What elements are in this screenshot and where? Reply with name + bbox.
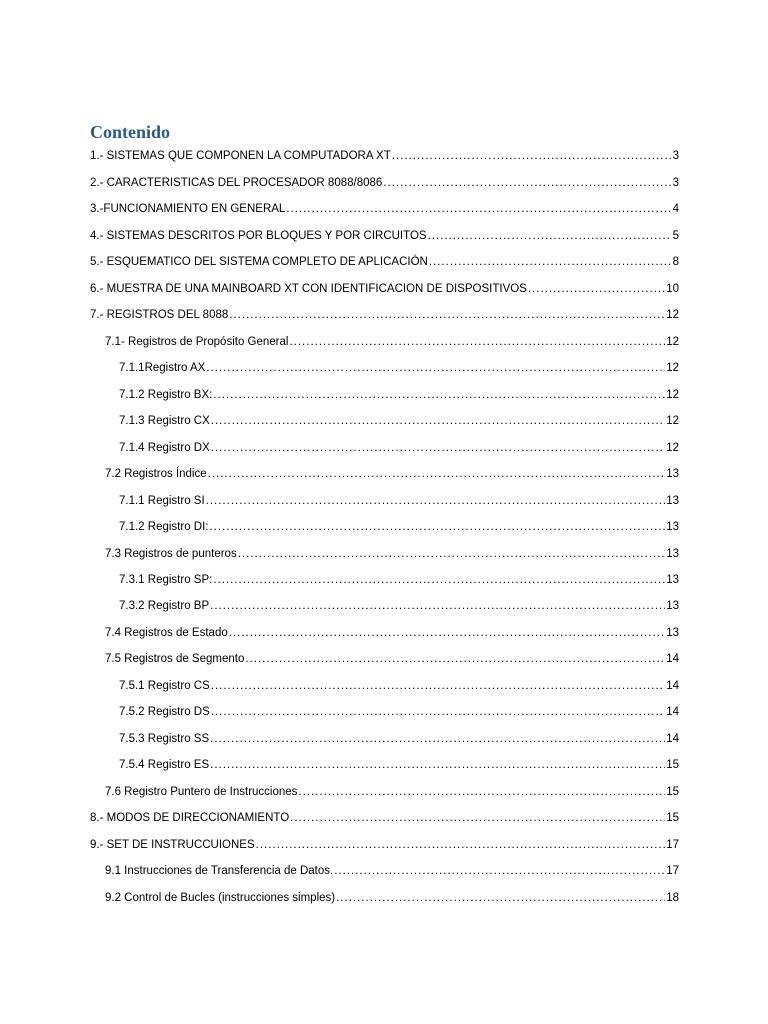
toc-dot-leader: [209, 517, 665, 537]
toc-dot-leader: [336, 888, 665, 908]
toc-dot-leader: [211, 676, 665, 696]
toc-entry-label: 7.1.2 Registro BX:: [119, 389, 213, 401]
toc-dot-leader: [206, 358, 665, 378]
toc-page-number: 14: [666, 680, 679, 692]
toc-page-number: 13: [666, 548, 679, 560]
toc-page-number: 12: [666, 442, 679, 454]
toc-entry[interactable]: [105, 544, 679, 564]
toc-dot-leader: [256, 835, 666, 855]
toc-entry[interactable]: [119, 517, 679, 537]
toc-page-number: 13: [666, 600, 679, 612]
toc-entry-label: 7.5.2 Registro DS: [119, 706, 210, 718]
toc-page-number: 13: [666, 521, 679, 533]
toc-entry-label: 7.6 Registro Puntero de Instrucciones: [105, 786, 298, 798]
toc-entry-label: 7.5.3 Registro SS: [119, 733, 210, 745]
toc-page-number: 15: [666, 812, 679, 824]
toc-page-number: 4: [672, 203, 679, 215]
toc-entry[interactable]: [105, 332, 679, 352]
toc-entry-label: 7.4 Registros de Estado: [105, 627, 228, 639]
toc-entry[interactable]: [90, 173, 679, 193]
toc-entry[interactable]: [90, 808, 679, 828]
toc-entry[interactable]: [119, 411, 679, 431]
toc-entry-label: 6.- MUESTRA DE UNA MAINBOARD XT CON IDENTIFICACION DE DISPOSITIVOS: [90, 283, 527, 295]
toc-dot-leader: [428, 226, 672, 246]
toc-page-number: 17: [666, 839, 679, 851]
toc-entry-label: 7.5.1 Registro CS: [119, 680, 210, 692]
toc-page-number: 14: [666, 733, 679, 745]
toc-entry[interactable]: [119, 676, 679, 696]
toc-page-number: 12: [666, 336, 679, 348]
toc-page-number: 10: [666, 283, 679, 295]
toc-entry[interactable]: [119, 729, 679, 749]
toc-entry[interactable]: [119, 491, 679, 511]
toc-entry[interactable]: [119, 385, 679, 405]
toc-entry[interactable]: [105, 861, 679, 881]
toc-entry[interactable]: [105, 464, 679, 484]
toc-entry[interactable]: [90, 199, 679, 219]
toc-page-number: 14: [666, 706, 679, 718]
toc-page-number: 12: [666, 415, 679, 427]
toc-dot-leader: [392, 146, 672, 166]
toc-entry-label: 4.- SISTEMAS DESCRITOS POR BLOQUES Y POR CIRCUITOS: [90, 230, 427, 242]
toc-entry-label: 9.1 Instrucciones de Transferencia de Datos.: [105, 865, 334, 877]
toc-entry-label: 7.1- Registros de Propósito General: [105, 336, 289, 348]
toc-dot-leader: [210, 596, 665, 616]
toc-dot-leader: [211, 411, 665, 431]
toc-page-number: 13: [666, 468, 679, 480]
toc-entry-label: 7.1.4 Registro DX: [119, 442, 210, 454]
toc-page-number: 15: [666, 759, 679, 771]
toc-entry[interactable]: [105, 888, 679, 908]
toc-dot-leader: [429, 252, 672, 272]
toc-dot-leader: [290, 808, 665, 828]
toc-page-number: 12: [666, 389, 679, 401]
toc-page-number: 3: [672, 177, 679, 189]
toc-entry-label: 7.3 Registros de punteros: [105, 548, 237, 560]
toc-dot-leader: [528, 279, 665, 299]
toc-page-number: 12: [666, 309, 679, 321]
toc-page-number: 17: [666, 865, 679, 877]
toc-entry-label: 2.- CARACTERISTICAS DEL PROCESADOR 8088/8086: [90, 177, 383, 189]
toc-dot-leader: [213, 385, 665, 405]
toc-entry[interactable]: [90, 279, 679, 299]
toc-dot-leader: [286, 199, 671, 219]
toc-entry-label: 3.-FUNCIONAMIENTO EN GENERAL: [90, 203, 286, 215]
toc-dot-leader: [245, 649, 665, 669]
toc-entry-label: 7.1.2 Registro DI:: [119, 521, 209, 533]
toc-entry[interactable]: [119, 755, 679, 775]
toc-entry[interactable]: [90, 835, 679, 855]
toc-dot-leader: [210, 755, 665, 775]
toc-entry-label: 7.3.2 Registro BP: [119, 600, 210, 612]
toc-dot-leader: [211, 702, 665, 722]
toc-entry-label: 7.2 Registros Índice: [105, 468, 207, 480]
toc-entry-label: 7.1.3 Registro CX: [119, 415, 210, 427]
toc-dot-leader: [383, 173, 671, 193]
toc-dot-leader: [229, 623, 665, 643]
toc-entry-label: 7.5 Registros de Segmento: [105, 653, 245, 665]
toc-entry[interactable]: [90, 146, 679, 166]
toc-entry[interactable]: [119, 358, 679, 378]
toc-dot-leader: [298, 782, 665, 802]
toc-page-number: 3: [672, 150, 679, 162]
toc-entry[interactable]: [90, 226, 679, 246]
toc-page-number: 13: [666, 574, 679, 586]
toc-dot-leader: [238, 544, 666, 564]
toc-page-number: 13: [666, 495, 679, 507]
toc-entry-label: 1.- SISTEMAS QUE COMPONEN LA COMPUTADORA XT: [90, 150, 391, 162]
toc-dot-leader: [213, 570, 665, 590]
toc-entry-label: 9.2 Control de Bucles (instrucciones simples): [105, 892, 336, 904]
toc-entry-label: 5.- ESQUEMATICO DEL SISTEMA COMPLETO DE APLICACIÓN: [90, 256, 428, 268]
toc-entry-label: 7.1.1Registro AX: [119, 362, 206, 374]
toc-entry[interactable]: [105, 649, 679, 669]
toc-entry-label: 7.- REGISTROS DEL 8088: [90, 309, 229, 321]
toc-dot-leader: [229, 305, 665, 325]
toc-dot-leader: [210, 729, 665, 749]
toc-entry[interactable]: [90, 305, 679, 325]
toc-title: Contenido: [90, 122, 171, 142]
toc-entry[interactable]: [119, 596, 679, 616]
toc-dot-leader: [208, 464, 666, 484]
toc-entry[interactable]: [105, 782, 679, 802]
toc-dot-leader: [206, 491, 666, 511]
toc-entry-label: 9.- SET DE INSTRUCCUIONES: [90, 839, 255, 851]
toc-dot-leader: [334, 861, 665, 881]
toc-entry-label: 7.1.1 Registro SI: [119, 495, 205, 507]
toc-entry-label: 8.- MODOS DE DIRECCIONAMIENTO: [90, 812, 290, 824]
toc-entry-label: 7.3.1 Registro SP:: [119, 574, 213, 586]
toc-page-number: 14: [666, 653, 679, 665]
toc-entry-label: 7.5.4 Registro ES: [119, 759, 210, 771]
toc-entry[interactable]: [105, 623, 679, 643]
toc-page-number: 15: [666, 786, 679, 798]
toc-page-number: 5: [672, 230, 679, 242]
toc-page-number: 18: [666, 892, 679, 904]
toc-entry[interactable]: [90, 252, 679, 272]
toc-dot-leader: [289, 332, 665, 352]
toc-entry[interactable]: [119, 702, 679, 722]
toc-entry[interactable]: [119, 570, 679, 590]
toc-page-number: 13: [666, 627, 679, 639]
toc-entry[interactable]: [119, 438, 679, 458]
toc-dot-leader: [211, 438, 665, 458]
toc-page-number: 12: [666, 362, 679, 374]
toc-page-number: 8: [672, 256, 679, 268]
